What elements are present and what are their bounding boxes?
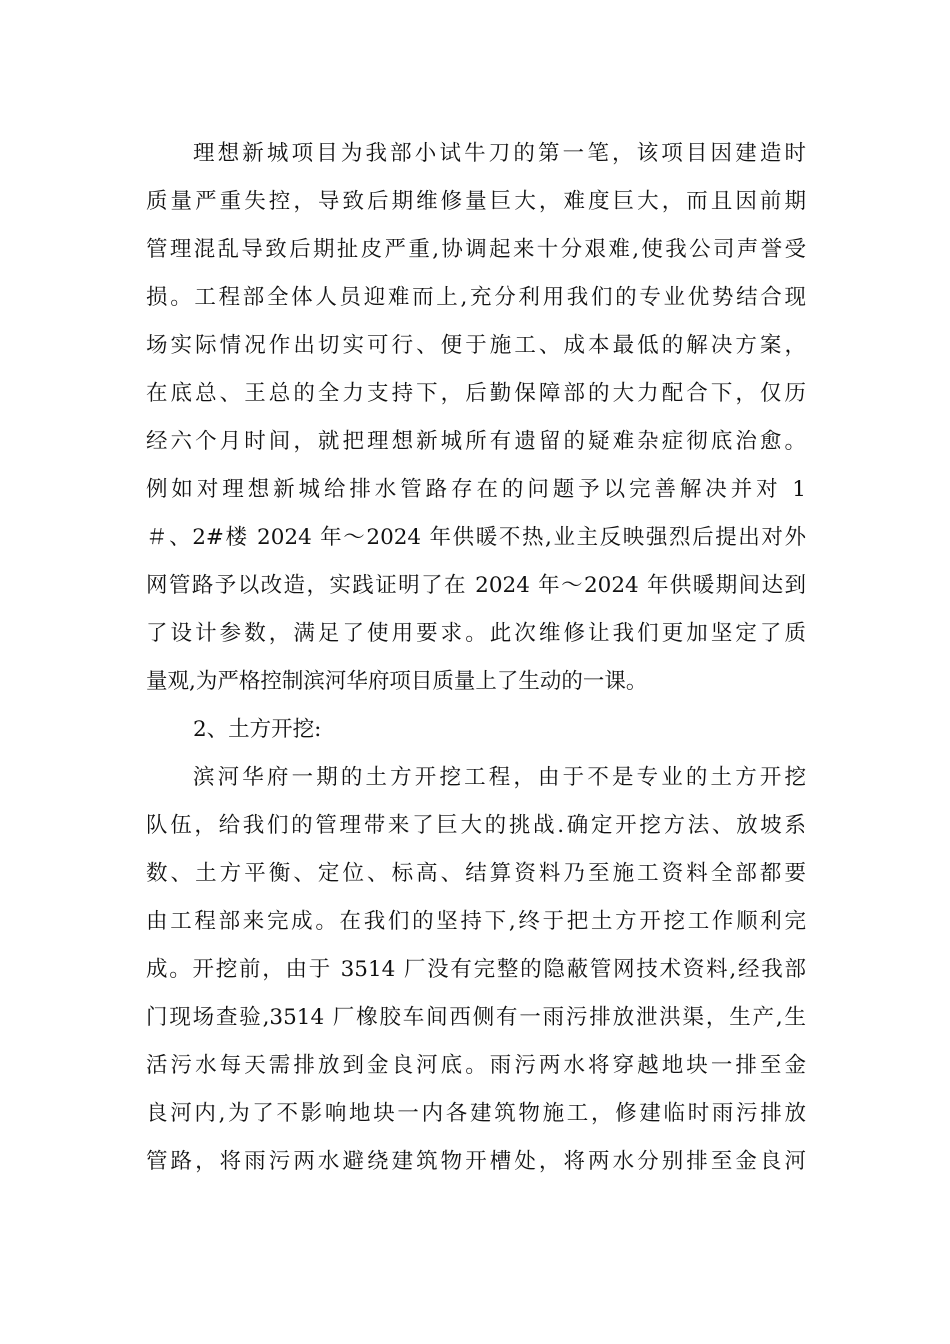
paragraph-line: 数、土方平衡、定位、标高、结算资料乃至施工资料全部都要 (146, 861, 806, 886)
paragraph-line: 队伍，给我们的管理带来了巨大的挑战.确定开挖方法、放坡系 (146, 813, 806, 838)
paragraph-line: 活污水每天需排放到金良河底。雨污两水将穿越地块一排至金 (146, 1053, 806, 1078)
paragraph-line: 由工程部来完成。在我们的坚持下,终于把土方开挖工作顺利完 (146, 909, 806, 934)
paragraph-line: 经六个月时间，就把理想新城所有遗留的疑难杂症彻底治愈。 (146, 429, 806, 454)
paragraph-line: 量观,为严格控制滨河华府项目质量上了生动的一课。 (146, 669, 648, 694)
paragraph-line: 理想新城项目为我部小试牛刀的第一笔，该项目因建造时 (193, 141, 806, 166)
paragraph-line: 场实际情况作出切实可行、便于施工、成本最低的解决方案， (146, 333, 806, 358)
paragraph-line: 损。工程部全体人员迎难而上,充分利用我们的专业优势结合现 (146, 285, 806, 310)
paragraph-line: ＃、2#楼 2024 年～2024 年供暖不热,业主反映强烈后提出对外 (146, 525, 806, 550)
paragraph-line: 例如对理想新城给排水管路存在的问题予以完善解决并对 1 (146, 477, 806, 502)
paragraph-line: 成。开挖前，由于 3514 厂没有完整的隐蔽管网技术资料,经我部 (146, 957, 806, 982)
paragraph-line: 了设计参数，满足了使用要求。此次维修让我们更加坚定了质 (146, 621, 806, 646)
paragraph-line: 在底总、王总的全力支持下，后勤保障部的大力配合下，仅历 (146, 381, 806, 406)
paragraph-line: 门现场查验,3514 厂橡胶车间西侧有一雨污排放泄洪渠，生产,生 (146, 1005, 806, 1030)
paragraph-line: 良河内,为了不影响地块一内各建筑物施工，修建临时雨污排放 (146, 1101, 806, 1126)
paragraph-line: 滨河华府一期的土方开挖工程，由于不是专业的土方开挖 (193, 765, 806, 790)
paragraph-line: 质量严重失控，导致后期维修量巨大，难度巨大，而且因前期 (146, 189, 806, 214)
paragraph-line: 网管路予以改造，实践证明了在 2024 年～2024 年供暖期间达到 (146, 573, 806, 598)
paragraph-line: 管理混乱导致后期扯皮严重,协调起来十分艰难,使我公司声誉受 (146, 237, 806, 262)
section-heading: 2、土方开挖: (193, 717, 322, 742)
paragraph-line: 管路，将雨污两水避绕建筑物开槽处，将两水分别排至金良河 (146, 1149, 806, 1174)
